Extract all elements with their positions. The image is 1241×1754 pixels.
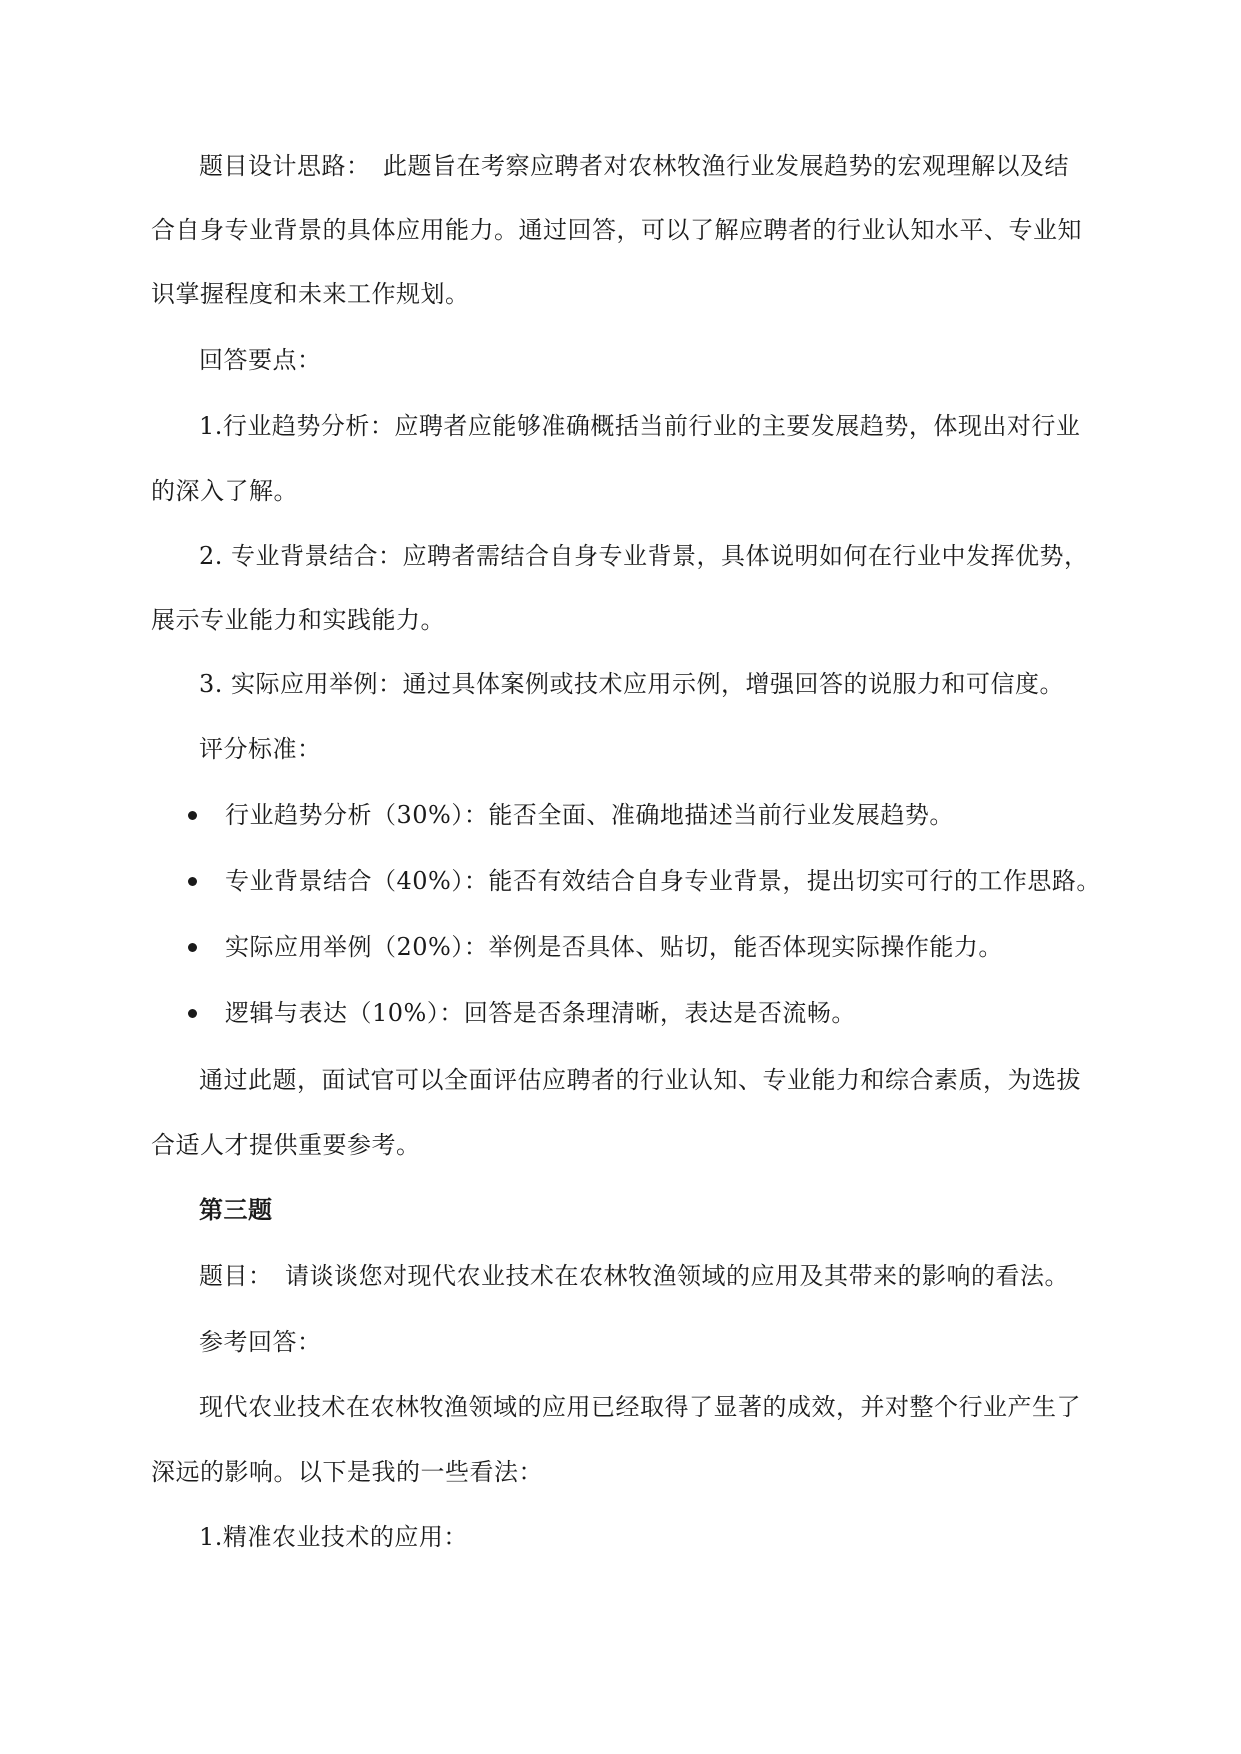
section-3-title: 第三题 <box>199 1195 273 1224</box>
answer-line-2: 深远的影响。以下是我的一些看法： <box>151 1458 543 1486</box>
point-1-line-2: 的深入了解。 <box>151 477 298 505</box>
scoring-heading: 评分标准： <box>199 735 322 763</box>
intro-line-1: 题目设计思路： 此题旨在考察应聘者对农林牧渔行业发展趋势的宏观理解以及结 <box>199 152 1069 180</box>
bullet-icon <box>188 943 197 952</box>
intro-line-2: 合自身专业背景的具体应用能力。通过回答，可以了解应聘者的行业认知水平、专业知 <box>151 216 1082 244</box>
scoring-item: 专业背景结合（40%）：能否有效结合自身专业背景，提出切实可行的工作思路。 <box>225 867 1101 895</box>
bullet-icon <box>188 811 197 820</box>
answer-points-heading: 回答要点： <box>199 346 322 374</box>
intro-line-3: 识掌握程度和未来工作规划。 <box>151 280 470 308</box>
point-1-line-1: 1.行业趋势分析：应聘者应能够准确概括当前行业的主要发展趋势，体现出对行业 <box>199 412 1081 440</box>
answer-item-1: 1.精准农业技术的应用： <box>199 1523 468 1551</box>
scoring-item: 逻辑与表达（10%）：回答是否条理清晰，表达是否流畅。 <box>225 999 856 1027</box>
point-3-line-1: 3. 实际应用举例：通过具体案例或技术应用示例，增强回答的说服力和可信度。 <box>199 670 1065 698</box>
reference-answer-heading: 参考回答： <box>199 1328 322 1356</box>
scoring-item: 行业趋势分析（30%）：能否全面、准确地描述当前行业发展趋势。 <box>225 801 954 829</box>
scoring-item: 实际应用举例（20%）：举例是否具体、贴切，能否体现实际操作能力。 <box>225 933 1003 961</box>
conclusion-line-1: 通过此题，面试官可以全面评估应聘者的行业认知、专业能力和综合素质，为选拔 <box>199 1066 1081 1094</box>
bullet-icon <box>188 877 197 886</box>
answer-line-1: 现代农业技术在农林牧渔领域的应用已经取得了显著的成效，并对整个行业产生了 <box>199 1393 1081 1421</box>
point-2-line-1: 2. 专业背景结合：应聘者需结合自身专业背景，具体说明如何在行业中发挥优势， <box>199 542 1089 570</box>
point-2-line-2: 展示专业能力和实践能力。 <box>151 606 445 634</box>
section-3-question: 题目： 请谈谈您对现代农业技术在农林牧渔领域的应用及其带来的影响的看法。 <box>199 1262 1069 1290</box>
bullet-icon <box>188 1009 197 1018</box>
conclusion-line-2: 合适人才提供重要参考。 <box>151 1131 421 1159</box>
